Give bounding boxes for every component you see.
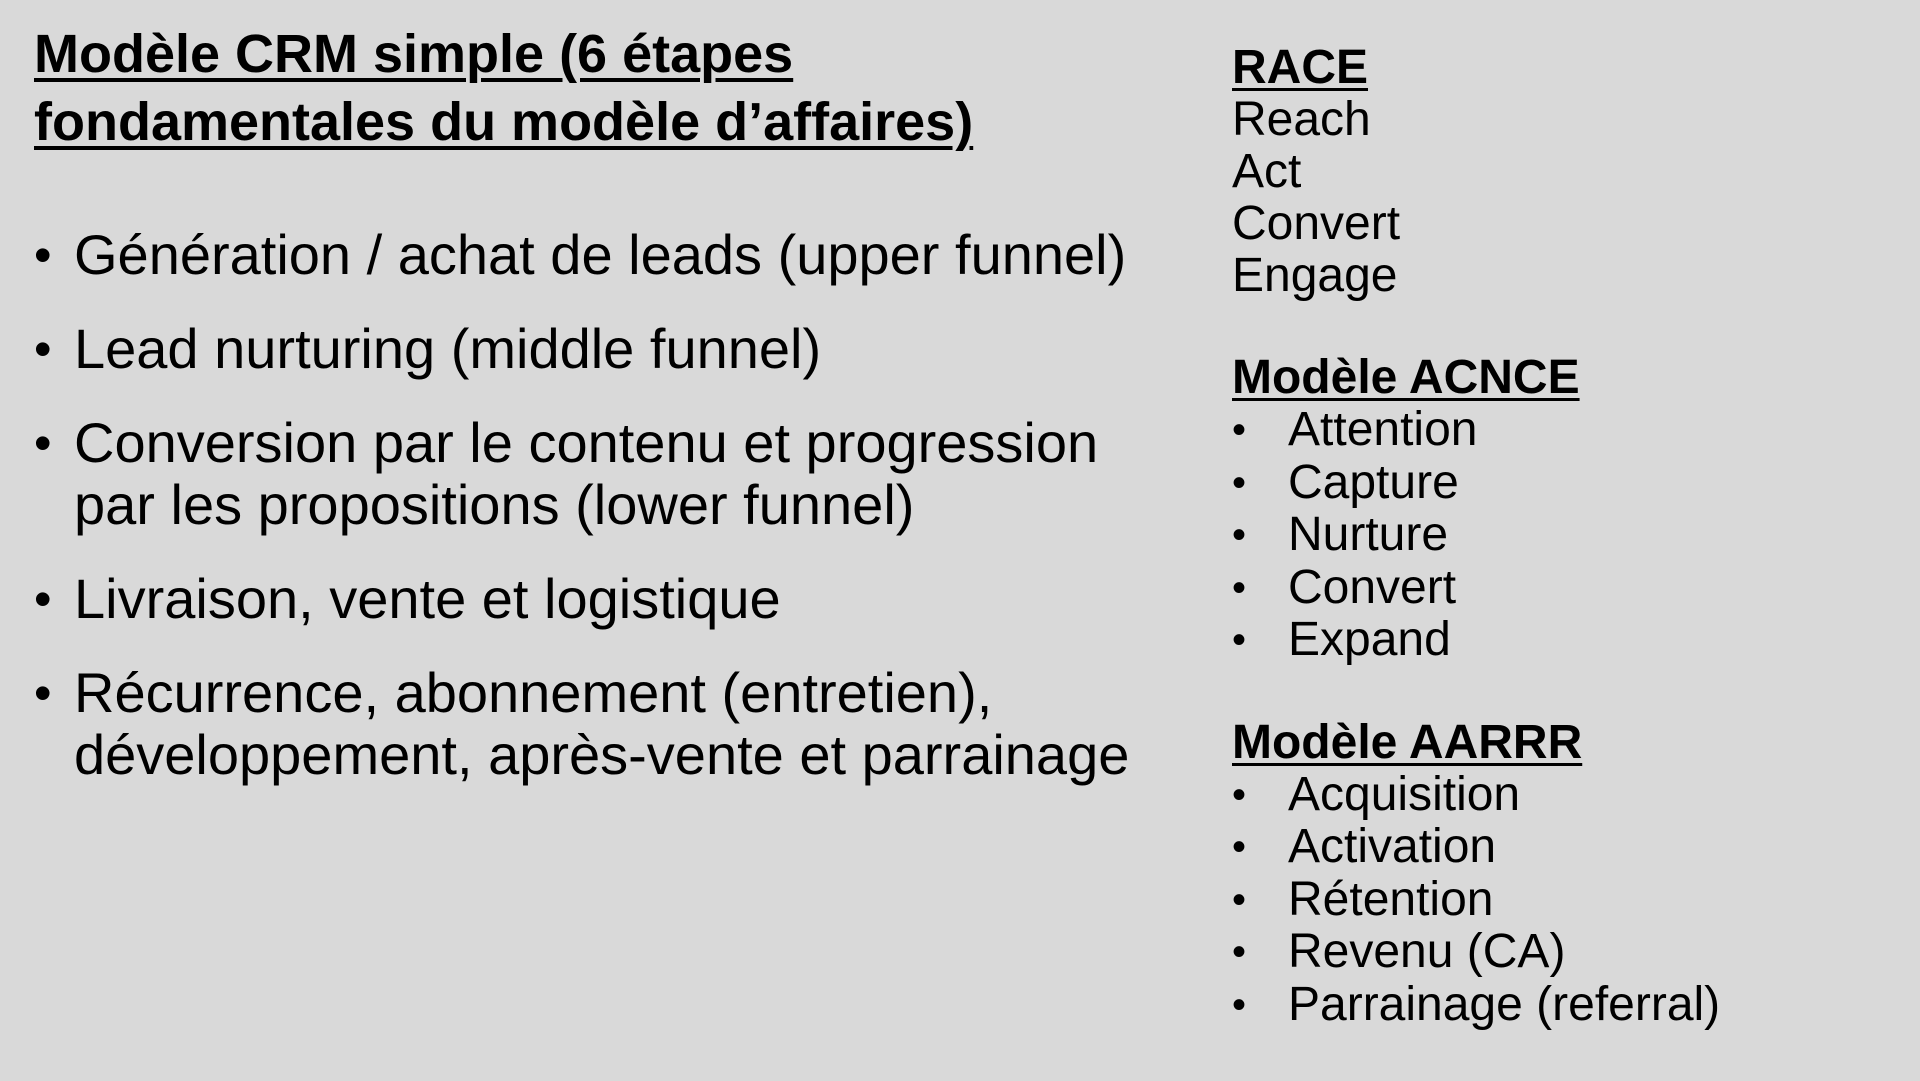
bullet-icon: • [1232,982,1247,1027]
list-item-text: Génération / achat de leads (upper funnel) [74,223,1127,286]
bullet-icon: • [1232,772,1247,817]
aarrr-section [1232,717,1872,1032]
acnce-item-text: Capture [1288,455,1459,509]
list-item [34,224,1144,286]
acnce-item-text: Attention [1288,403,1478,456]
race-section [1232,42,1872,302]
aarrr-item [1232,874,1872,927]
bullet-icon: • [1232,825,1247,869]
race-item-act: Act [1232,145,1302,198]
race-item-reach: Reach [1232,93,1371,146]
aarrr-item [1232,926,1872,979]
list-item [34,662,1144,786]
right-column [1232,42,1872,1081]
aarrr-list [1232,769,1872,1032]
acnce-section [1232,352,1872,667]
bullet-icon: • [1232,408,1247,452]
acnce-item [1232,562,1872,615]
bullet-icon: • [34,415,52,471]
race-item-convert: Convert [1232,197,1401,250]
acnce-item [1232,457,1872,510]
acnce-item-text: Convert [1288,560,1457,614]
list-item-text: Récurrence, abonnement (entretien), développement, après-vente et parrainage [74,661,1130,786]
main-stage-list [34,224,1144,786]
aarrr-item [1232,979,1872,1032]
acnce-item-text: Nurture [1288,508,1449,561]
list-item [34,412,1144,536]
acnce-item [1232,614,1872,667]
aarrr-title: Modèle AARRR [1232,715,1583,769]
main-title: Modèle CRM simple (6 étapes fondamentales du modèle d’affaires) [34,24,974,152]
bullet-icon: • [34,321,52,377]
list-item-text: Lead nurturing (middle funnel) [74,317,822,380]
acnce-item [1232,404,1872,457]
bullet-icon: • [1232,460,1247,505]
aarrr-item-text: Revenu (CA) [1288,925,1566,978]
race-item-engage: Engage [1232,249,1398,302]
bullet-icon: • [34,665,52,721]
bullet-icon: • [1232,930,1247,974]
acnce-item [1232,509,1872,562]
bullet-icon: • [1232,618,1247,662]
bullet-icon: • [34,571,52,627]
aarrr-item-text: Acquisition [1288,767,1521,821]
aarrr-item-text: Parrainage (referral) [1288,977,1721,1031]
acnce-list [1232,404,1872,667]
list-item [34,568,1144,630]
aarrr-item [1232,769,1872,822]
acnce-item-text: Expand [1288,613,1451,666]
list-item [34,318,1144,380]
list-item-text: Livraison, vente et logistique [74,567,781,630]
bullet-icon: • [1232,877,1247,922]
list-item-text: Conversion par le contenu et progression par les propositions (lower funnel) [74,411,1099,536]
bullet-icon: • [1232,565,1247,610]
bullet-icon: • [34,227,52,283]
aarrr-item [1232,821,1872,874]
left-column [34,20,1144,818]
aarrr-item-text: Rétention [1288,872,1494,926]
race-list [1232,94,1872,302]
acnce-title: Modèle ACNCE [1232,351,1580,404]
aarrr-item-text: Activation [1288,820,1497,873]
bullet-icon: • [1232,513,1247,557]
race-title: RACE [1232,41,1369,94]
